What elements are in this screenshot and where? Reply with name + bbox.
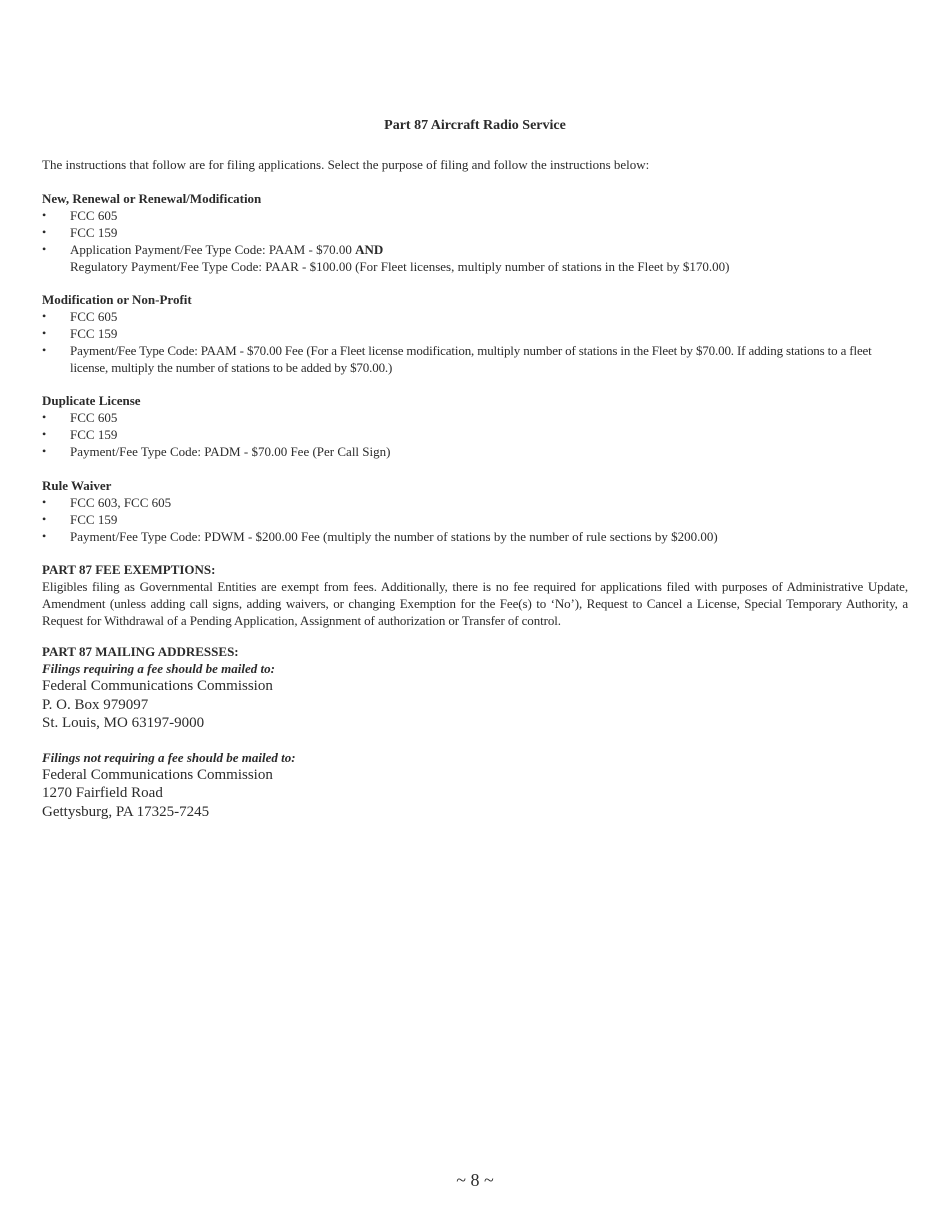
section-heading: PART 87 FEE EXEMPTIONS: xyxy=(42,562,216,577)
page-number: ~ 8 ~ xyxy=(456,1170,494,1190)
bullet-icon: • xyxy=(42,529,47,543)
bullet-icon: • xyxy=(42,225,47,239)
bullet-icon: • xyxy=(42,242,47,256)
section-duplicate xyxy=(42,392,908,460)
list-item: • FCC 605 xyxy=(42,208,118,223)
bullet-icon: • xyxy=(42,512,47,526)
list-item: • FCC 159 xyxy=(42,326,118,341)
section-heading: Rule Waiver xyxy=(42,478,112,493)
section-mailing-addresses xyxy=(42,643,908,821)
section-heading: New, Renewal or Renewal/Modification xyxy=(42,191,262,206)
bullet-icon: • xyxy=(42,326,47,340)
list-item: • Payment/Fee Type Code: PAAM - $70.00 Fee (For a Fleet license modification, multiply number of stations in the Fleet by $70.00. If adding stations to a fleet license, multiply the number of stations to be added by $70.00.) xyxy=(42,343,872,375)
and-emphasis: AND xyxy=(355,242,384,257)
list-item: • Application Payment/Fee Type Code: PAAM - $70.00 AND Regulatory Payment/Fee Type Code: PAAR - $100.00 (For Fleet licenses, multiply number of stations in the Fleet by $170.00) xyxy=(42,242,730,274)
nofee-mail-heading: Filings not requiring a fee should be mailed to: xyxy=(42,749,296,765)
bullet-icon: • xyxy=(42,343,47,357)
list-item: • FCC 603, FCC 605 xyxy=(42,495,172,510)
list-item: • FCC 159 xyxy=(42,225,118,240)
section-rule-waiver xyxy=(42,477,908,545)
nofee-address: Federal Communications Commission 1270 Fairfield Road Gettysburg, PA 17325-7245 xyxy=(42,766,273,820)
section-heading: Modification or Non-Profit xyxy=(42,292,192,307)
section-modification xyxy=(42,291,908,376)
bullet-icon: • xyxy=(42,444,47,458)
bullet-icon: • xyxy=(42,427,47,441)
list-item: • FCC 605 xyxy=(42,410,118,425)
bullet-icon: • xyxy=(42,208,47,222)
section-heading: PART 87 MAILING ADDRESSES: xyxy=(42,644,239,659)
list-item: • FCC 605 xyxy=(42,309,118,324)
fee-mail-heading: Filings requiring a fee should be mailed to: xyxy=(42,661,275,676)
bullet-icon: • xyxy=(42,309,47,323)
intro-text: The instructions that follow are for filing applications. Select the purpose of filing and follow the instructions below: xyxy=(42,157,650,172)
section-new-renewal xyxy=(42,190,908,275)
page-title: Part 87 Aircraft Radio Service xyxy=(384,118,566,133)
list-item: • FCC 159 xyxy=(42,512,118,527)
exemptions-text: Eligibles filing as Governmental Entities are exempt from fees. Additionally, there is no fee required for applications filed with purposes of Administrative Update, Amendment (unless adding call signs, adding waivers, or changing Exemption for the Fee(s) to ‘No’), Request to Cancel a License, Special Temporary Authority, a Request for Withdrawal of a Pending Application, Assignment of authorization or Transfer of control. xyxy=(42,579,908,628)
list-item: • Payment/Fee Type Code: PADM - $70.00 Fee (Per Call Sign) xyxy=(42,444,391,459)
bullet-icon: • xyxy=(42,495,47,509)
list-item: • FCC 159 xyxy=(42,427,118,442)
fee-address: Federal Communications Commission P. O. Box 979097 St. Louis, MO 63197-9000 xyxy=(42,678,273,731)
section-heading: Duplicate License xyxy=(42,393,141,408)
bullet-icon: • xyxy=(42,410,47,424)
list-item: • Payment/Fee Type Code: PDWM - $200.00 Fee (multiply the number of stations by the number of rule sections by $200.00) xyxy=(42,529,718,544)
section-fee-exemptions xyxy=(42,561,908,629)
